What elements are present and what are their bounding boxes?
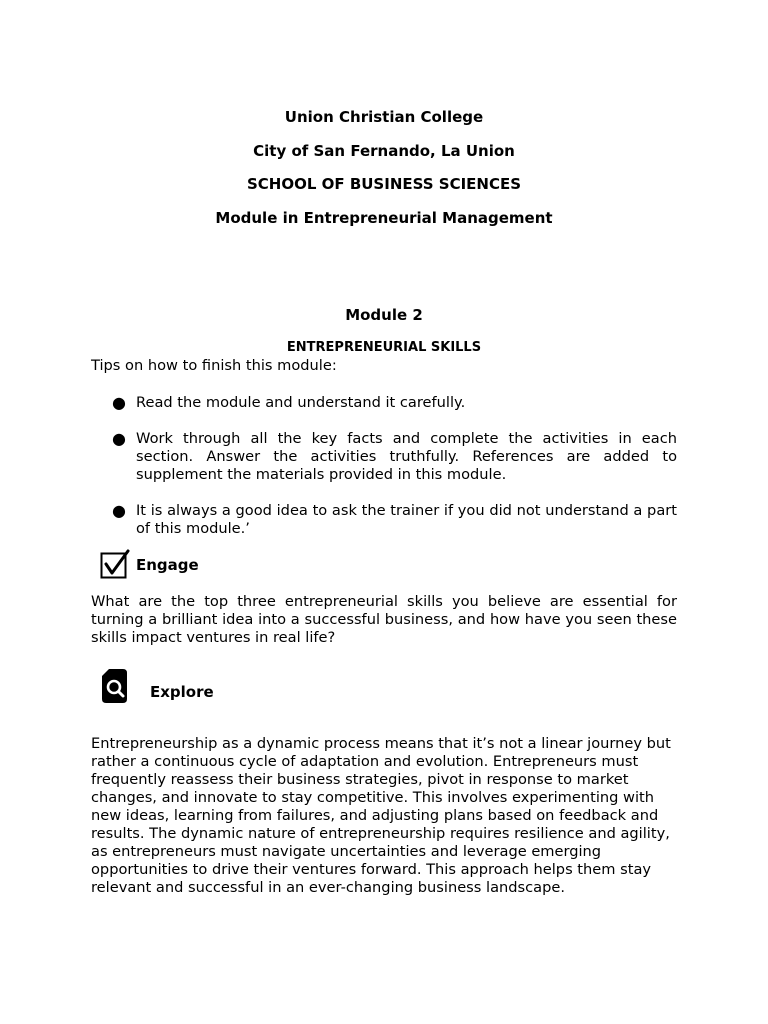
tip-text: Read the module and understand it carefully. bbox=[136, 394, 466, 411]
explore-paragraph: Entrepreneurship as a dynamic process means that it’s not a linear journey but rather a continuous cycle of adaptation and evolution. Entrepreneurs must frequently reassess their business strategies, pivot in response to market changes, and innovate to stay competitive. This involves experimenting with new ideas, learning from failures, and adjusting plans based on feedback and results. The dynamic nature of entrepreneurship requires resilience and agility, as entrepreneurs must navigate uncertainties and leverage emerging opportunities to drive their ventures forward. This approach helps them stay relevant and successful in an ever-changing business landscape. bbox=[91, 735, 671, 896]
bullet-icon: ● bbox=[112, 501, 126, 520]
module-course-title: Module in Entrepreneurial Management bbox=[215, 209, 553, 227]
engage-question: What are the top three entrepreneurial skills you believe are essential for turning a brilliant idea into a successful business, and how have you seen these skills impact ventures in real life? bbox=[91, 593, 677, 646]
checkbox-check-icon bbox=[99, 549, 131, 585]
tip-text: It is always a good idea to ask the trainer if you did not understand a part of this module.’ bbox=[136, 502, 677, 537]
explore-label: Explore bbox=[150, 683, 214, 701]
tips-intro: Tips on how to finish this module: bbox=[91, 357, 337, 374]
engage-label: Engage bbox=[136, 556, 199, 574]
bullet-icon: ● bbox=[112, 393, 126, 412]
tip-text: Work through all the key facts and complete the activities in each section. Answer the activities truthfully. References are added to supplement the materials provided in this module. bbox=[136, 430, 677, 483]
module-subtitle: ENTREPRENEURIAL SKILLS bbox=[286, 340, 482, 355]
document-search-icon bbox=[100, 668, 130, 708]
module-number: Module 2 bbox=[345, 306, 423, 324]
bullet-icon: ● bbox=[112, 429, 126, 448]
institution-name: Union Christian College bbox=[284, 108, 484, 126]
institution-location: City of San Fernando, La Union bbox=[253, 142, 515, 160]
school-name: SCHOOL OF BUSINESS SCIENCES bbox=[246, 175, 522, 193]
